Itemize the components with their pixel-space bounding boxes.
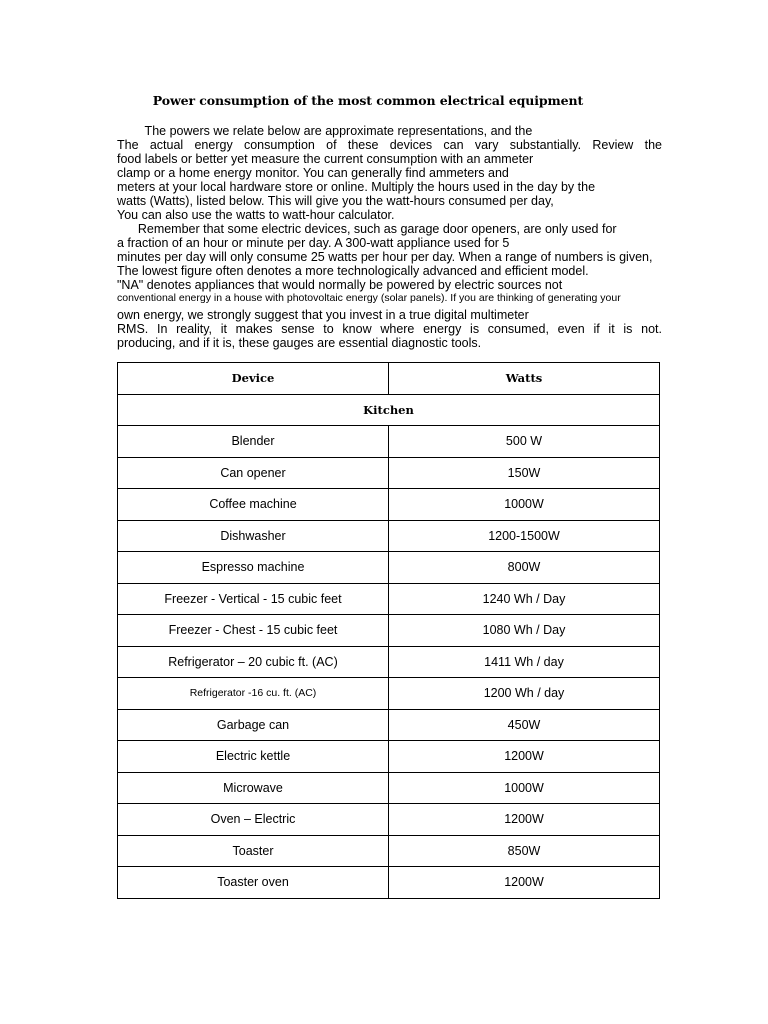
paragraph-line: conventional energy in a house with photovoltaic energy (solar panels). If you are thinking of generating your — [117, 292, 621, 304]
table-row — [118, 741, 660, 773]
watts-cell: 1411 Wh / day — [389, 646, 660, 678]
watts-cell: 1080 Wh / Day — [389, 615, 660, 647]
table-row — [118, 583, 660, 615]
watts-cell: 1200-1500W — [389, 520, 660, 552]
device-cell: Refrigerator -16 cu. ft. (AC) — [118, 678, 389, 710]
paragraph-line: food labels or better yet measure the current consumption with an ammeter — [117, 152, 534, 166]
paragraph-line: minutes per day will only consume 25 watts per hour per day. When a range of numbers is given, — [117, 250, 653, 264]
device-cell: Microwave — [118, 772, 389, 804]
watts-cell: 1200 Wh / day — [389, 678, 660, 710]
table-row — [118, 615, 660, 647]
table-row — [118, 426, 660, 458]
device-cell: Toaster — [118, 835, 389, 867]
table-row — [118, 709, 660, 741]
watts-cell: 150W — [389, 457, 660, 489]
paragraph-line: a fraction of an hour or minute per day. A 300-watt appliance used for 5 — [117, 236, 510, 250]
table-row — [118, 520, 660, 552]
table-header-row — [118, 363, 660, 395]
paragraph-line: RMS. In reality, it makes sense to know where energy is consumed, even if it is not. — [117, 322, 662, 336]
device-cell: Electric kettle — [118, 741, 389, 773]
watts-cell: 1000W — [389, 772, 660, 804]
watts-cell: 800W — [389, 552, 660, 584]
paragraph-line: The powers we relate below are approximate representations, and the — [117, 124, 533, 138]
paragraph-line: Remember that some electric devices, such as garage door openers, are only used for — [117, 222, 617, 236]
table-row — [118, 867, 660, 899]
paragraph-line: own energy, we strongly suggest that you invest in a true digital multimeter — [117, 308, 529, 322]
table-row — [118, 646, 660, 678]
device-cell: Coffee machine — [118, 489, 389, 521]
paragraph-line: clamp or a home energy monitor. You can generally find ammeters and — [117, 166, 509, 180]
watts-cell: 1240 Wh / Day — [389, 583, 660, 615]
device-cell: Oven – Electric — [118, 804, 389, 836]
watts-cell: 450W — [389, 709, 660, 741]
watts-cell: 1200W — [389, 867, 660, 899]
paragraph-line: producing, and if it is, these gauges are essential diagnostic tools. — [117, 336, 482, 350]
device-cell: Freezer - Chest - 15 cubic feet — [118, 615, 389, 647]
watts-cell: 1000W — [389, 489, 660, 521]
table-row — [118, 489, 660, 521]
device-cell: Can opener — [118, 457, 389, 489]
watts-cell: 500 W — [389, 426, 660, 458]
intro-paragraph — [117, 124, 662, 350]
section-heading-kitchen: Kitchen — [118, 394, 660, 426]
table-row — [118, 835, 660, 867]
paragraph-line: The actual energy consumption of these devices can vary substantially. Review the — [117, 138, 662, 152]
watts-cell: 850W — [389, 835, 660, 867]
device-cell: Refrigerator – 20 cubic ft. (AC) — [118, 646, 389, 678]
table-row — [118, 457, 660, 489]
paragraph-line: meters at your local hardware store or online. Multiply the hours used in the day by the — [117, 180, 596, 194]
table-row — [118, 772, 660, 804]
table-row — [118, 678, 660, 710]
paragraph-line: The lowest figure often denotes a more technologically advanced and efficient model. — [117, 264, 589, 278]
device-cell: Toaster oven — [118, 867, 389, 899]
watts-cell: 1200W — [389, 804, 660, 836]
column-header-watts: Watts — [389, 363, 660, 395]
device-cell: Blender — [118, 426, 389, 458]
paragraph-line: "NA" denotes appliances that would normally be powered by electric sources not — [117, 278, 563, 292]
watts-cell: 1200W — [389, 741, 660, 773]
column-header-device: Device — [118, 363, 389, 395]
paragraph-line: You can also use the watts to watt-hour calculator. — [117, 208, 395, 222]
page-title: Power consumption of the most common electrical equipment — [152, 93, 584, 108]
paragraph-line: watts (Watts), listed below. This will give you the watt-hours consumed per day, — [117, 194, 554, 208]
device-cell: Garbage can — [118, 709, 389, 741]
section-row — [118, 394, 660, 426]
device-cell: Dishwasher — [118, 520, 389, 552]
table-row — [118, 804, 660, 836]
table-row — [118, 552, 660, 584]
power-consumption-table — [117, 362, 660, 899]
device-cell: Freezer - Vertical - 15 cubic feet — [118, 583, 389, 615]
device-cell: Espresso machine — [118, 552, 389, 584]
